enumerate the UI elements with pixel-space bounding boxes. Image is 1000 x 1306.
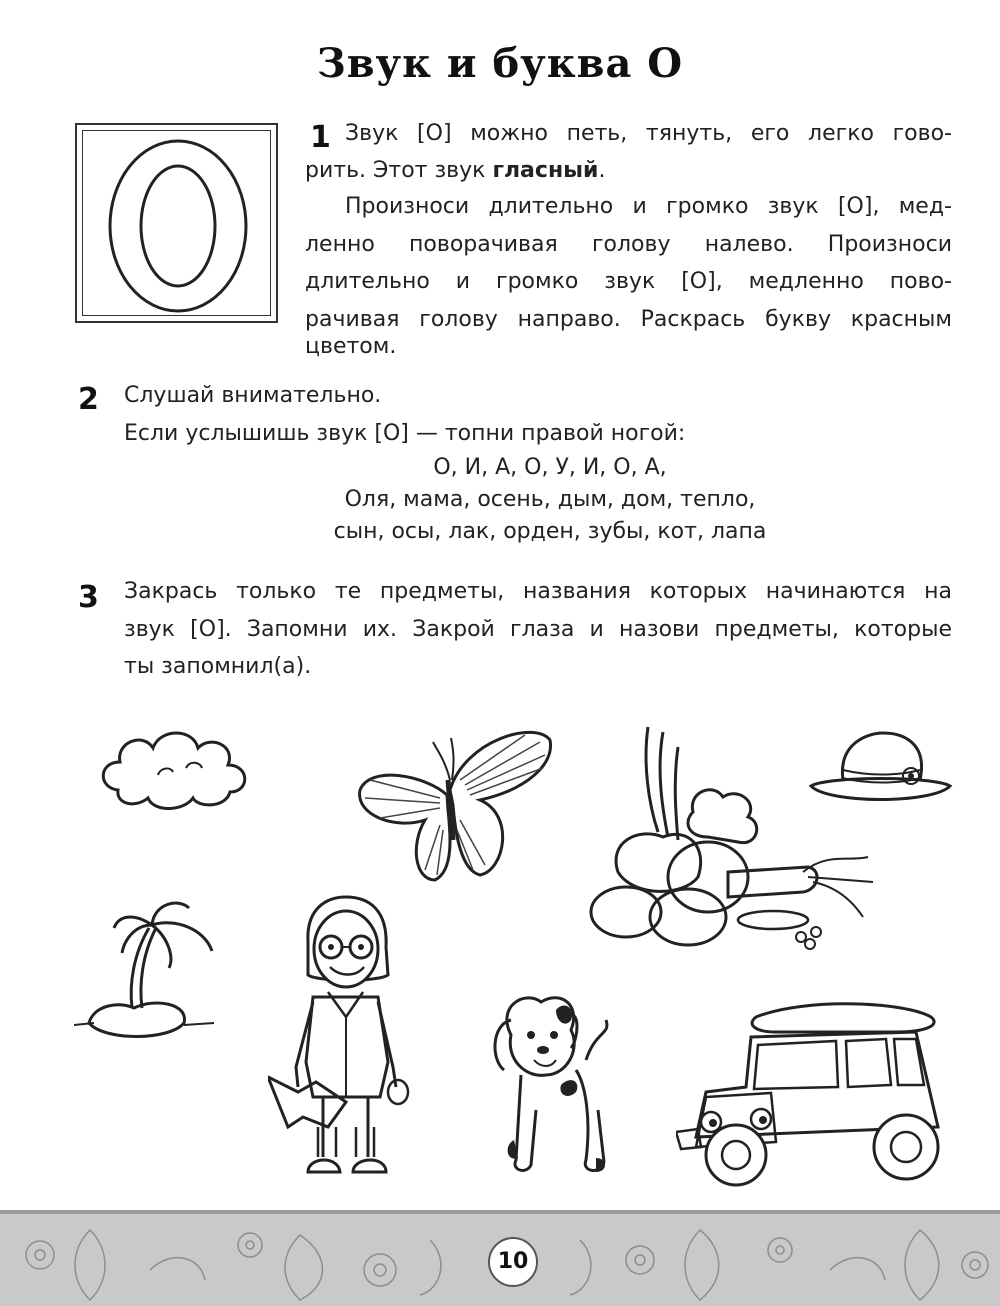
butterfly-icon[interactable] — [355, 720, 555, 885]
task-1-line: цветом. — [305, 334, 397, 359]
task-2-word-list — [200, 452, 900, 548]
task-1-paragraph-2 — [305, 188, 952, 338]
word-list-line: сын, осы, лак, орден, зубы, кот, лапа — [333, 519, 767, 544]
page-title: Звук и буква О — [316, 40, 684, 87]
page-number: 10 — [488, 1237, 538, 1287]
task-1-line: рить. Этот звук — [305, 158, 493, 183]
task-1-text — [345, 115, 952, 153]
task-1-line: рачивая голову направо. Раскрась букву красным — [305, 306, 952, 332]
task-1-text-2: рить. Этот звук гласный. — [305, 158, 606, 183]
car-icon[interactable] — [676, 997, 951, 1192]
task-3-line: ты запомнил(а). — [124, 654, 312, 679]
task-1-line: ленно поворачивая голову налево. Произноси — [305, 231, 952, 257]
task-2-line: Если услышишь звук [О] — топни правой ногой: — [124, 420, 686, 446]
task-1-number: 1 — [310, 120, 331, 155]
task-1-bold-word: гласный — [492, 158, 599, 183]
word-list-line: О, И, А, О, У, И, О, А, — [433, 455, 667, 480]
letter-o-outline-icon — [77, 125, 280, 325]
task-3-line: Закрась только те предметы, названия которых начинаются на — [124, 579, 952, 604]
cloud-icon[interactable] — [98, 720, 258, 820]
task-3-number: 3 — [78, 580, 99, 615]
task-1-line: Звук [О] можно петь, тянуть, его легко гово- — [345, 121, 952, 146]
letter-o-frame — [75, 123, 278, 323]
dog-icon[interactable] — [486, 990, 621, 1190]
task-2-number: 2 — [78, 382, 99, 417]
task-3-text — [124, 573, 952, 686]
task-1-line: Произноси длительно и громко звук [О], мед- — [345, 194, 952, 219]
hat-icon[interactable] — [808, 728, 953, 808]
task-3-line: звук [О]. Запомни их. Закрой глаза и назови предметы, которые — [124, 616, 952, 642]
task-2-text — [124, 377, 824, 452]
task-1-last-line — [305, 328, 952, 366]
woman-with-book-icon[interactable] — [268, 887, 423, 1187]
task-1-line: длительно и громко звук [О], медленно пово- — [305, 269, 952, 294]
island-palm-icon[interactable] — [74, 893, 224, 1043]
task-2-line: Слушай внимательно. — [124, 383, 382, 408]
word-list-line: Оля, мама, осень, дым, дом, тепло, — [344, 487, 756, 512]
